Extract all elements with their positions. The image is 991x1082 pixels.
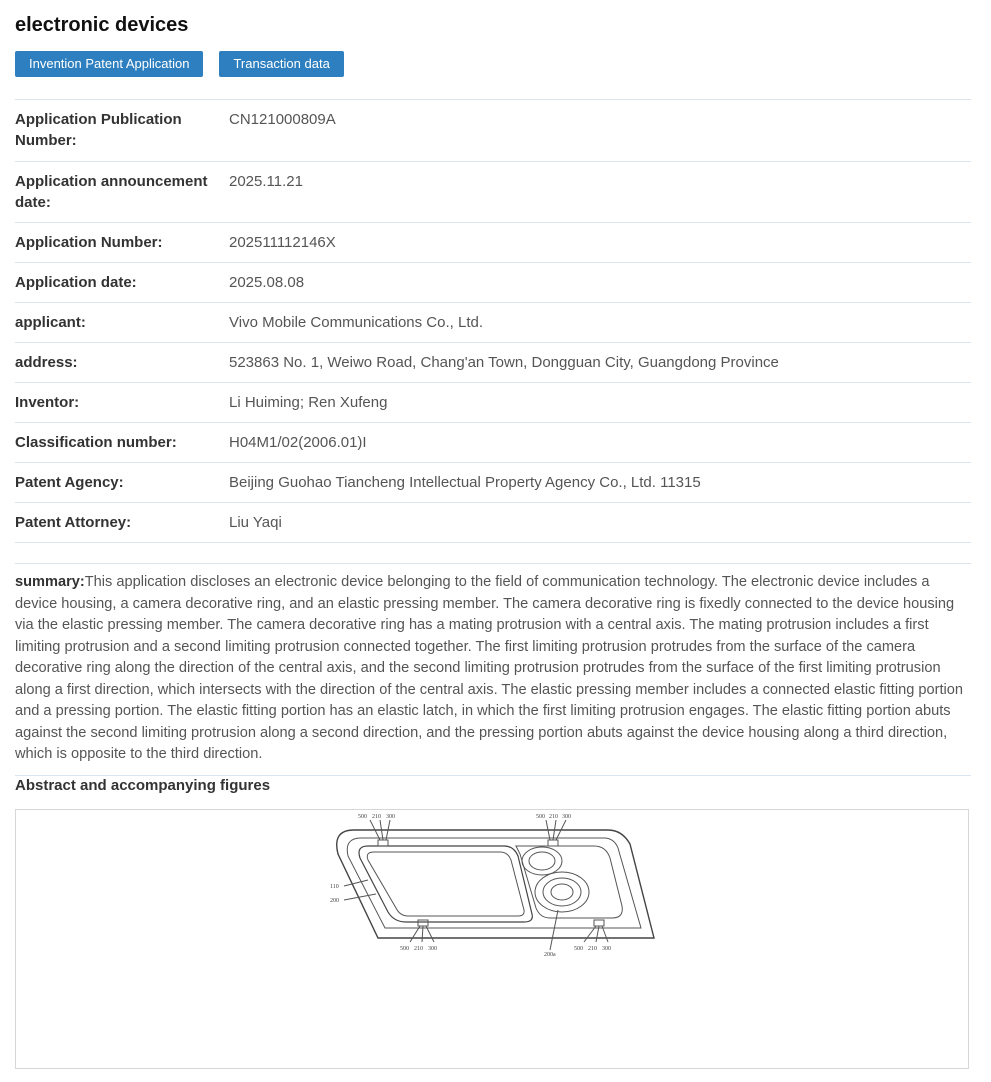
patent-drawing bbox=[16, 810, 968, 1068]
ref-label: 300 bbox=[428, 946, 437, 952]
field-row-application-number bbox=[15, 223, 971, 263]
field-label: Patent Agency: bbox=[15, 474, 124, 491]
field-row-announcement-date bbox=[15, 162, 971, 223]
field-value: Liu Yaqi bbox=[229, 514, 282, 531]
field-value: 2025.08.08 bbox=[229, 274, 305, 291]
field-row-classification bbox=[15, 423, 971, 463]
summary-text: This application discloses an electronic device belonging to the field of communication technology. The electronic device includes a device housing, a camera decorative ring, and an elastic pressing member. The camera decorative ring is fixedly connected to the device housing via the elastic pressing member. The camera decorative ring has a mating protrusion with a central axis. The mating protrusion includes a first limiting protrusion and a second limiting protrusion connected together. The first limiting protrusion protrudes from the surface of the camera decorative ring along the direction of the central axis, and the second limiting protrusion protrudes from the surface of the first limiting protrusion along a first direction, which intersects with the direction of the central axis. The elastic pressing member includes a connected elastic fitting portion and a pressing portion. The elastic fitting portion has an elastic latch, in which the first limiting protrusion engages. The elastic fitting portion abuts against the second limiting protrusion along a second direction, and the pressing portion abuts against the device housing along a third direction, which is opposite to the third direction. bbox=[15, 574, 963, 762]
divider bbox=[15, 563, 971, 564]
figures-heading: Abstract and accompanying figures bbox=[15, 777, 271, 794]
field-value: Beijing Guohao Tiancheng Intellectual Property Agency Co., Ltd. 11315 bbox=[229, 474, 701, 491]
field-value: 202511112146X bbox=[229, 234, 336, 251]
field-value: 2025.11.21 bbox=[229, 173, 303, 190]
invention-patent-application-button[interactable]: Invention Patent Application bbox=[15, 51, 203, 77]
ref-label: 500 bbox=[536, 814, 545, 820]
field-row-publication-number bbox=[15, 100, 971, 162]
field-label: Application announcement date: bbox=[15, 173, 208, 211]
field-label: Classification number: bbox=[15, 434, 177, 451]
ref-label: 300 bbox=[562, 814, 571, 820]
ref-label: 500 bbox=[358, 814, 367, 820]
field-label: Application date: bbox=[15, 274, 137, 291]
field-label: Patent Attorney: bbox=[15, 514, 132, 531]
page-title: electronic devices bbox=[15, 14, 189, 36]
field-label: Inventor: bbox=[15, 394, 80, 411]
ref-label: 210 bbox=[588, 946, 597, 952]
action-buttons bbox=[15, 51, 344, 77]
field-row-inventor bbox=[15, 383, 971, 423]
summary-paragraph bbox=[15, 572, 971, 766]
ref-label: 300 bbox=[602, 946, 611, 952]
field-value: Li Huiming; Ren Xufeng bbox=[229, 394, 388, 411]
field-label: Application Publication Number: bbox=[15, 111, 182, 149]
ref-label: 210 bbox=[372, 814, 381, 820]
field-label: address: bbox=[15, 354, 78, 371]
patent-figure[interactable] bbox=[15, 809, 969, 1069]
ref-label: 110 bbox=[330, 884, 339, 890]
field-value: Vivo Mobile Communications Co., Ltd. bbox=[229, 314, 484, 331]
field-label: Application Number: bbox=[15, 234, 163, 251]
field-row-address bbox=[15, 343, 971, 383]
field-row-applicant bbox=[15, 303, 971, 343]
field-row-application-date bbox=[15, 263, 971, 303]
field-row-patent-attorney bbox=[15, 503, 971, 543]
ref-label: 200a bbox=[544, 952, 556, 958]
summary-label: summary: bbox=[15, 574, 85, 590]
divider bbox=[15, 775, 971, 776]
field-value: CN121000809A bbox=[229, 111, 336, 128]
ref-label: 300 bbox=[386, 814, 395, 820]
field-value: 523863 No. 1, Weiwo Road, Chang'an Town, Dongguan City, Guangdong Province bbox=[229, 354, 779, 371]
ref-label: 500 bbox=[400, 946, 409, 952]
field-value: H04M1/02(2006.01)I bbox=[229, 434, 367, 451]
transaction-data-button[interactable]: Transaction data bbox=[219, 51, 343, 77]
ref-label: 210 bbox=[549, 814, 558, 820]
ref-label: 200 bbox=[330, 898, 339, 904]
field-row-patent-agency bbox=[15, 463, 971, 503]
field-label: applicant: bbox=[15, 314, 86, 331]
ref-label: 210 bbox=[414, 946, 423, 952]
ref-label: 500 bbox=[574, 946, 583, 952]
patent-info-table bbox=[15, 99, 971, 543]
